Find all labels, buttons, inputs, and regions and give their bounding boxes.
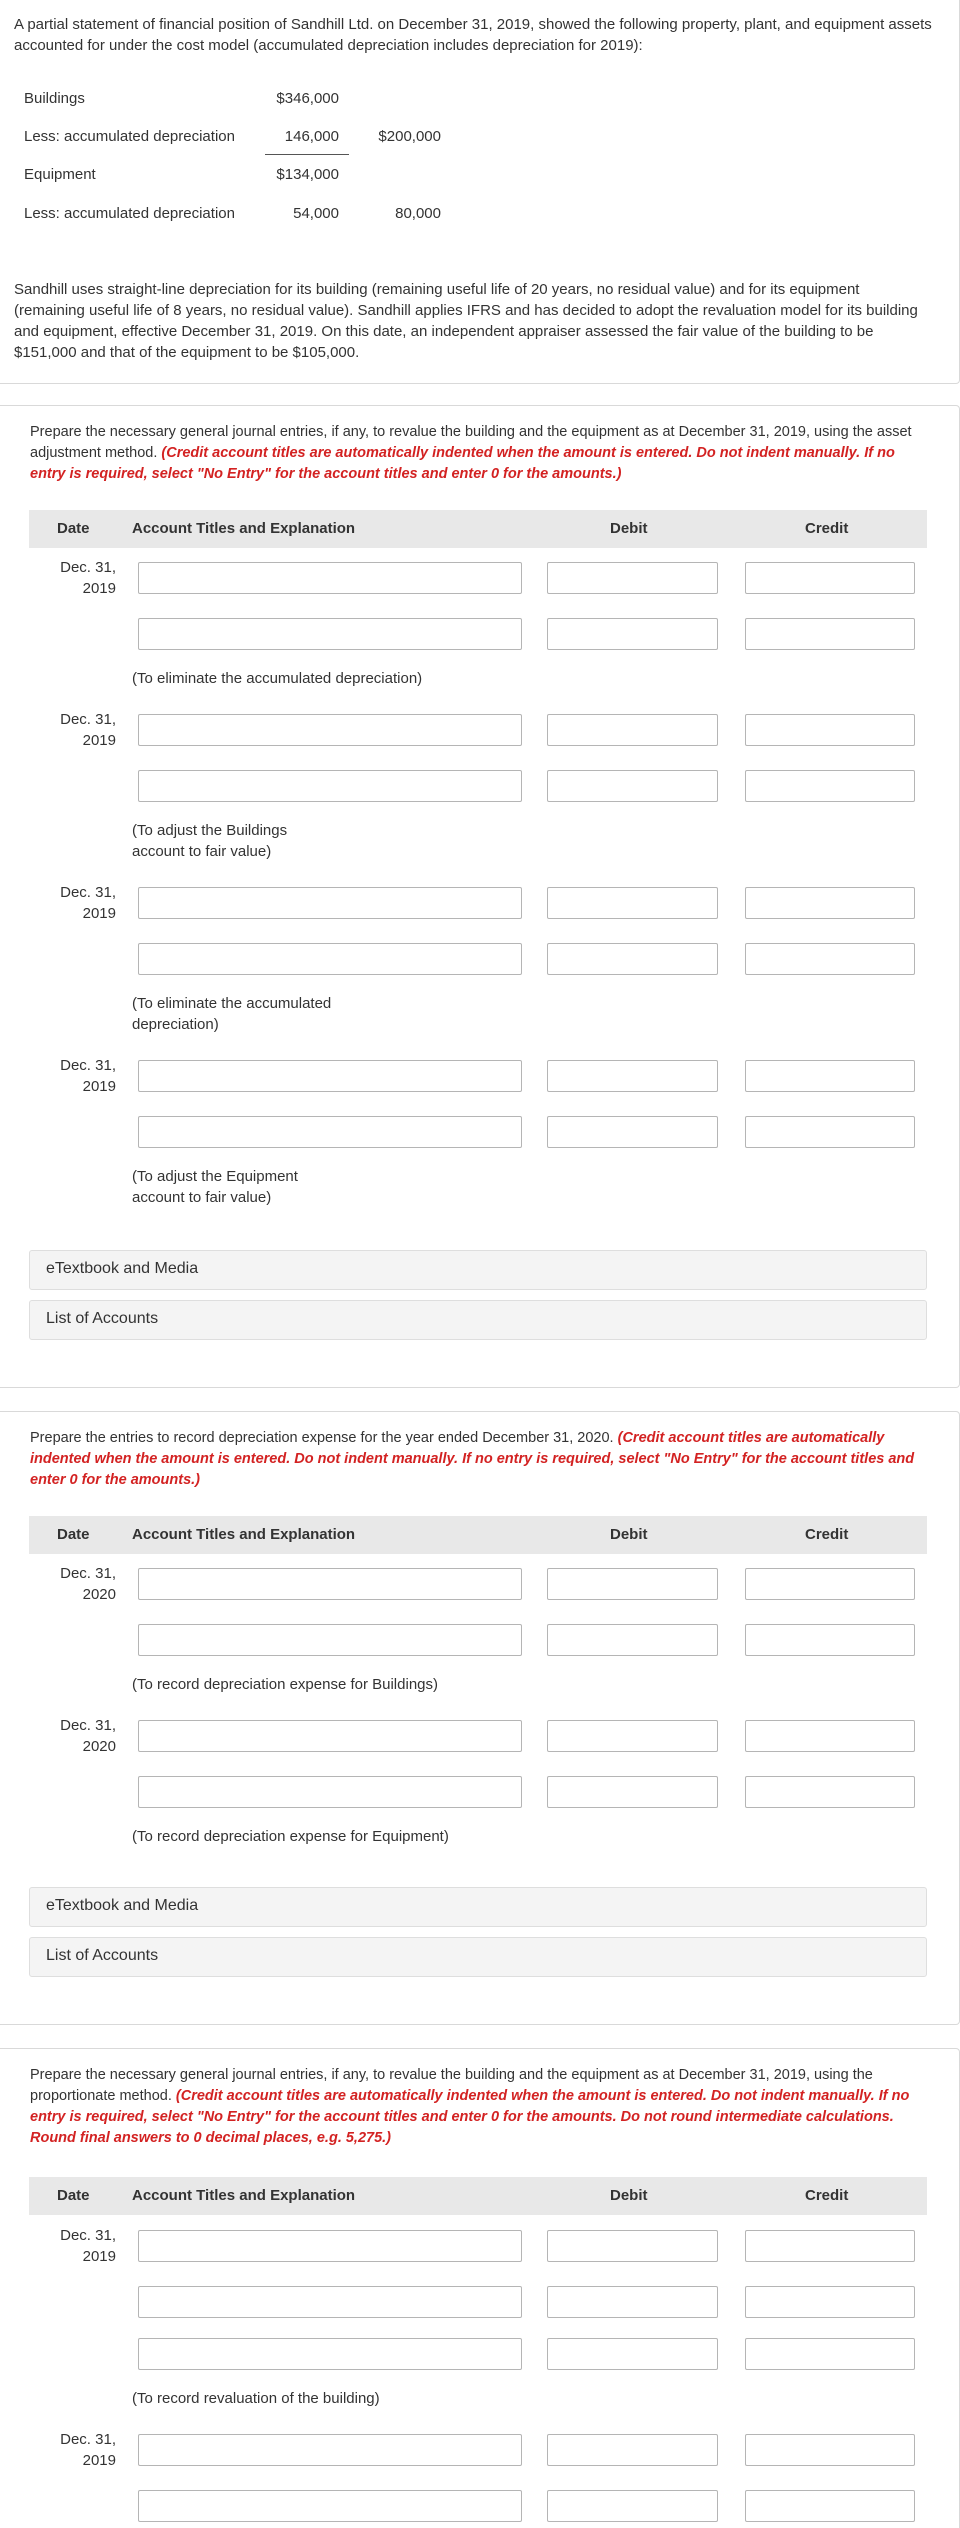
header-debit: Debit [610, 520, 648, 537]
account-title-input[interactable] [138, 1624, 522, 1656]
underline-divider [265, 154, 349, 155]
account-title-input[interactable] [138, 714, 522, 746]
debit-input[interactable] [547, 943, 718, 975]
debit-input[interactable] [547, 714, 718, 746]
balance-value: 54,000 [293, 205, 339, 222]
debit-input[interactable] [547, 2286, 718, 2318]
header-debit: Debit [610, 1526, 648, 1543]
instruction-text: Prepare the necessary general journal entries, if any, to revalue the building and the equipment as at December 31, 2019, using the proportionate method. (Credit account titles are automatically indented when the amount is entered. Do not indent manually. If no entry is required, select "No Entry" for the account titles and enter 0 for the amounts. Do not round intermediate calculations. Round final answers to 0 decimal places, e.g. 5,275.) [30, 2067, 910, 2146]
intro-paragraph: A partial statement of financial position of Sandhill Ltd. on December 31, 2019, showed the following property, plant, and equipment assets accounted for under the cost model (accumulated depreciation includes depreciation for 2019): [14, 16, 932, 54]
account-title-input[interactable] [138, 562, 522, 594]
account-title-input[interactable] [138, 770, 522, 802]
credit-input[interactable] [745, 714, 915, 746]
account-title-input[interactable] [138, 2230, 522, 2262]
header-account: Account Titles and Explanation [132, 1526, 356, 1543]
journal-table-header [29, 2177, 927, 2215]
header-credit: Credit [805, 520, 849, 537]
debit-input[interactable] [547, 2230, 718, 2262]
account-title-input[interactable] [138, 2286, 522, 2318]
entry-date: Dec. 31, 2020 [60, 1717, 116, 1755]
debit-input[interactable] [547, 1116, 718, 1148]
balance-net-value: 80,000 [395, 205, 441, 222]
credit-input[interactable] [745, 562, 915, 594]
question-part-depreciation-2020 [0, 1411, 960, 2025]
debit-input[interactable] [547, 1776, 718, 1808]
credit-input[interactable] [745, 2286, 915, 2318]
entry-explanation: (To record revaluation of the building) [132, 2390, 380, 2407]
entry-date: Dec. 31, 2019 [60, 2431, 116, 2469]
journal-table-header [29, 1516, 927, 1554]
account-title-input[interactable] [138, 2434, 522, 2466]
entry-explanation: (To record depreciation expense for Buildings) [132, 1676, 438, 1693]
account-title-input[interactable] [138, 887, 522, 919]
header-date: Date [57, 520, 90, 537]
entry-date: Dec. 31, 2019 [60, 2227, 116, 2265]
debit-input[interactable] [547, 618, 718, 650]
journal-table-header [29, 510, 927, 548]
header-credit: Credit [805, 1526, 849, 1543]
account-title-input[interactable] [138, 1116, 522, 1148]
balance-value: $134,000 [276, 166, 339, 183]
entry-date: Dec. 31, 2020 [60, 1565, 116, 1603]
credit-input[interactable] [745, 2230, 915, 2262]
header-account: Account Titles and Explanation [132, 2187, 356, 2204]
entry-explanation: (To eliminate the accumulated depreciation) [132, 670, 423, 687]
entry-date: Dec. 31, 2019 [60, 559, 116, 597]
account-title-input[interactable] [138, 1060, 522, 1092]
entry-explanation: (To eliminate the accumulated depreciation) [132, 995, 332, 1033]
debit-input[interactable] [547, 2490, 718, 2522]
credit-input[interactable] [745, 2490, 915, 2522]
entry-explanation: (To record depreciation expense for Equipment) [132, 1828, 449, 1845]
account-title-input[interactable] [138, 2338, 522, 2370]
debit-input[interactable] [547, 2338, 718, 2370]
header-account: Account Titles and Explanation [132, 520, 356, 537]
debit-input[interactable] [547, 1720, 718, 1752]
account-title-input[interactable] [138, 1568, 522, 1600]
question-part-asset-adjustment [0, 405, 960, 1388]
instruction-text: Prepare the entries to record depreciation expense for the year ended December 31, 2020. (Credit account titles are automatically indented when the amount is entered. Do not indent manually. If no entry is required, select "No Entry" for the account titles and enter 0 for the amounts.) [30, 1430, 915, 1488]
balance-label: Less: accumulated depreciation [24, 205, 235, 222]
credit-input[interactable] [745, 1776, 915, 1808]
credit-input[interactable] [745, 2338, 915, 2370]
header-date: Date [57, 1526, 90, 1543]
debit-input[interactable] [547, 1624, 718, 1656]
balance-value: $346,000 [276, 90, 339, 107]
intro-paragraph: Sandhill uses straight-line depreciation for its building (remaining useful life of 20 years, no residual value) and for its equipment (remaining useful life of 8 years, no residual value). Sandhill applies IFRS and has decided to adopt the revaluation model for its building and equipment, effective December 31, 2019. On this date, an independent appraiser assessed the fair value of the building to be $151,000 and that of the equipment to be $105,000. [14, 281, 918, 361]
entry-date: Dec. 31, 2019 [60, 1057, 116, 1095]
credit-input[interactable] [745, 1116, 915, 1148]
question-part-proportionate [0, 2048, 960, 2528]
account-title-input[interactable] [138, 943, 522, 975]
debit-input[interactable] [547, 1060, 718, 1092]
balance-label: Less: accumulated depreciation [24, 128, 235, 145]
credit-input[interactable] [745, 1624, 915, 1656]
warning-text: (Credit account titles are automatically indented when the amount is entered. Do not indent manually. If no entry is required, select "No Entry" for the account titles and enter 0 for the amounts.) [30, 1430, 915, 1488]
list-of-accounts-link[interactable]: List of Accounts [29, 1300, 927, 1340]
credit-input[interactable] [745, 943, 915, 975]
credit-input[interactable] [745, 2434, 915, 2466]
entry-explanation: (To adjust the Equipment account to fair value) [132, 1168, 298, 1206]
account-title-input[interactable] [138, 1776, 522, 1808]
etextbook-link[interactable]: eTextbook and Media [29, 1250, 927, 1290]
balance-label: Buildings [24, 90, 85, 107]
problem-statement [0, 0, 960, 384]
credit-input[interactable] [745, 1568, 915, 1600]
debit-input[interactable] [547, 887, 718, 919]
balance-net-value: $200,000 [378, 128, 441, 145]
header-date: Date [57, 2187, 90, 2204]
account-title-input[interactable] [138, 2490, 522, 2522]
instruction-text: Prepare the necessary general journal entries, if any, to revalue the building and the equipment as at December 31, 2019, using the asset adjustment method. (Credit account titles are automatically indented when the amount is entered. Do not indent manually. If no entry is required, select "No Entry" for the account titles and enter 0 for the amounts.) [30, 424, 912, 482]
balance-value: 146,000 [284, 128, 339, 145]
credit-input[interactable] [745, 1720, 915, 1752]
account-title-input[interactable] [138, 1720, 522, 1752]
balance-label: Equipment [24, 166, 96, 183]
header-debit: Debit [610, 2187, 648, 2204]
credit-input[interactable] [745, 770, 915, 802]
header-credit: Credit [805, 2187, 849, 2204]
credit-input[interactable] [745, 618, 915, 650]
warning-text: (Credit account titles are automatically indented when the amount is entered. Do not indent manually. If no entry is required, select "No Entry" for the account titles and enter 0 for the amounts. Do not round intermediate calculations. Round final answers to 0 decimal places, e.g. 5,275.) [30, 2088, 910, 2146]
entry-explanation: (To adjust the Buildings account to fair value) [132, 822, 288, 860]
credit-input[interactable] [745, 1060, 915, 1092]
entry-date: Dec. 31, 2019 [60, 711, 116, 749]
etextbook-link[interactable]: eTextbook and Media [29, 1887, 927, 1927]
account-title-input[interactable] [138, 618, 522, 650]
debit-input[interactable] [547, 2434, 718, 2466]
list-of-accounts-link[interactable]: List of Accounts [29, 1937, 927, 1977]
credit-input[interactable] [745, 887, 915, 919]
debit-input[interactable] [547, 770, 718, 802]
entry-date: Dec. 31, 2019 [60, 884, 116, 922]
debit-input[interactable] [547, 1568, 718, 1600]
warning-text: (Credit account titles are automatically indented when the amount is entered. Do not indent manually. If no entry is required, select "No Entry" for the account titles and enter 0 for the amounts.) [30, 445, 895, 482]
debit-input[interactable] [547, 562, 718, 594]
